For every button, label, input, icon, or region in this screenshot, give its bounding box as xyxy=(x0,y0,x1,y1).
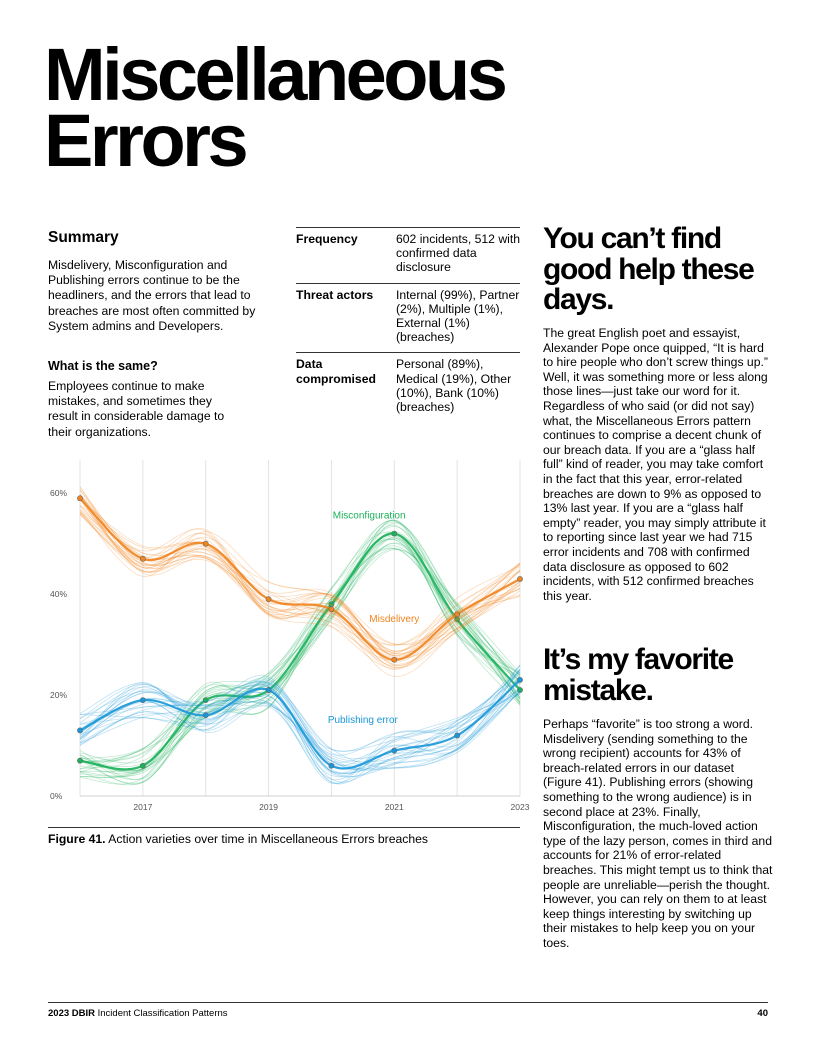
y-tick-label: 60% xyxy=(50,488,68,499)
page-title-line2: Errors xyxy=(44,99,246,182)
same-heading: What is the same? xyxy=(48,359,158,373)
sidebar-heading-1: You can’t find good help these days. xyxy=(543,222,754,316)
footer-bold: 2023 DBIR xyxy=(48,1008,95,1019)
sidebar-paragraph-2: Perhaps “favorite” is too strong a word. Misdelivery (sending something to the wrong recipient) accounts for 43% of breach-related errors in our dataset (Figure 41). Publishing errors (showing something to the wrong audience) is in second place at 23%. Finally, Misconfiguration, the much-loved action type of the lazy person, comes in third and accounts for 21% of error-related breaches. This might tempt us to think that people are unreliable—perish the thought. However, you can rely on them to at least keep things interesting by switching up their mistakes to help keep you on your toes. xyxy=(543,717,773,950)
page-title xyxy=(44,33,505,182)
x-tick-label: 2019 xyxy=(259,802,279,812)
data-point xyxy=(266,597,271,602)
series-variant-line xyxy=(80,500,520,670)
data-point xyxy=(140,763,145,768)
footer-text: Incident Classification Patterns xyxy=(95,1008,228,1019)
fact-label: Frequency xyxy=(296,232,358,246)
series-label: Publishing error xyxy=(327,714,398,726)
series-variant-line xyxy=(80,549,520,779)
page-number: 40 xyxy=(757,1008,768,1019)
summary-text: Misdelivery, Misconfiguration and Publishing errors continue to be the headliners, and the errors that lead to breaches are most often committed by System admins and Developers. xyxy=(48,258,256,333)
data-point xyxy=(392,748,397,753)
data-point xyxy=(517,576,522,581)
series-variant-line xyxy=(80,500,520,663)
series-variant-line xyxy=(80,495,520,660)
fact-value: Internal (99%), Partner (2%), Multiple (1%), External (1%) (breaches) xyxy=(396,287,520,345)
series-variant-line xyxy=(80,515,520,664)
caption-label: Figure 41. xyxy=(48,832,106,846)
fact-label: Threat actors xyxy=(296,287,374,302)
series-variant-line xyxy=(80,495,520,669)
action-varieties-chart xyxy=(48,460,530,822)
facts-table xyxy=(296,227,520,422)
y-tick-label: 0% xyxy=(50,791,63,801)
data-point xyxy=(77,758,82,763)
sidebar-heading-2: It’s my favorite mistake. xyxy=(543,643,733,707)
data-point xyxy=(203,541,208,546)
data-point xyxy=(455,733,460,738)
y-tick-label: 20% xyxy=(50,690,68,701)
data-point xyxy=(392,531,397,536)
data-point xyxy=(329,763,334,768)
page-title-line1: Miscellaneous xyxy=(44,33,505,116)
footer-title xyxy=(48,1008,228,1019)
data-point xyxy=(517,677,522,682)
data-point xyxy=(140,698,145,703)
chart-rule xyxy=(48,827,520,828)
data-point xyxy=(392,657,397,662)
series-variant-line xyxy=(80,511,520,667)
data-point xyxy=(77,496,82,501)
data-point xyxy=(266,687,271,692)
series-line xyxy=(80,498,520,660)
series-label: Misconfiguration xyxy=(332,510,406,522)
x-tick-label: 2017 xyxy=(133,802,153,812)
fact-row-threat-actors xyxy=(296,283,520,353)
x-tick-label: 2021 xyxy=(384,802,404,812)
footer-rule xyxy=(48,1002,768,1003)
fact-row-frequency xyxy=(296,227,520,283)
data-point xyxy=(140,556,145,561)
x-tick-label: 2023 xyxy=(510,802,530,812)
fact-value: Personal (89%), Medical (19%), Other (10%), Bank (10%) (breaches) xyxy=(396,357,512,415)
summary-heading: Summary xyxy=(48,229,119,246)
data-point xyxy=(455,612,460,617)
data-point xyxy=(203,713,208,718)
caption-text: Action varieties over time in Miscellaneous Errors breaches xyxy=(105,832,429,846)
series-label: Misdelivery xyxy=(369,613,420,625)
sidebar-paragraph-1: The great English poet and essayist, Alexander Pope once quipped, “It is hard to hire people who don’t screw things up.” Well, it was something more or less along those lines—just take our word for it. Regardless of who said (or did not say) what, the Miscellaneous Errors pattern continues to comprise a decent chunk of our breach data. If you are a “glass half full” kind of reader, you may take comfort in the fact that this year, error-related breaches are down to 9% as opposed to 13% last year. If you are a “glass half empty” reader, you may simply attribute it to reporting since last year we had 715 error incidents and 708 with confirmed data disclosure as opposed to 602 incidents, with 512 confirmed breaches this year. xyxy=(543,326,768,603)
fact-label: Data compromised xyxy=(296,357,376,386)
fact-row-data-compromised xyxy=(296,352,520,422)
fact-value: 602 incidents, 512 with confirmed data disclosure xyxy=(396,232,520,275)
figure-caption xyxy=(48,832,428,846)
same-text: Employees continue to make mistakes, and sometimes they result in considerable damage to their organizations. xyxy=(48,379,225,439)
y-tick-label: 40% xyxy=(50,589,68,600)
data-point xyxy=(77,728,82,733)
data-point xyxy=(329,607,334,612)
